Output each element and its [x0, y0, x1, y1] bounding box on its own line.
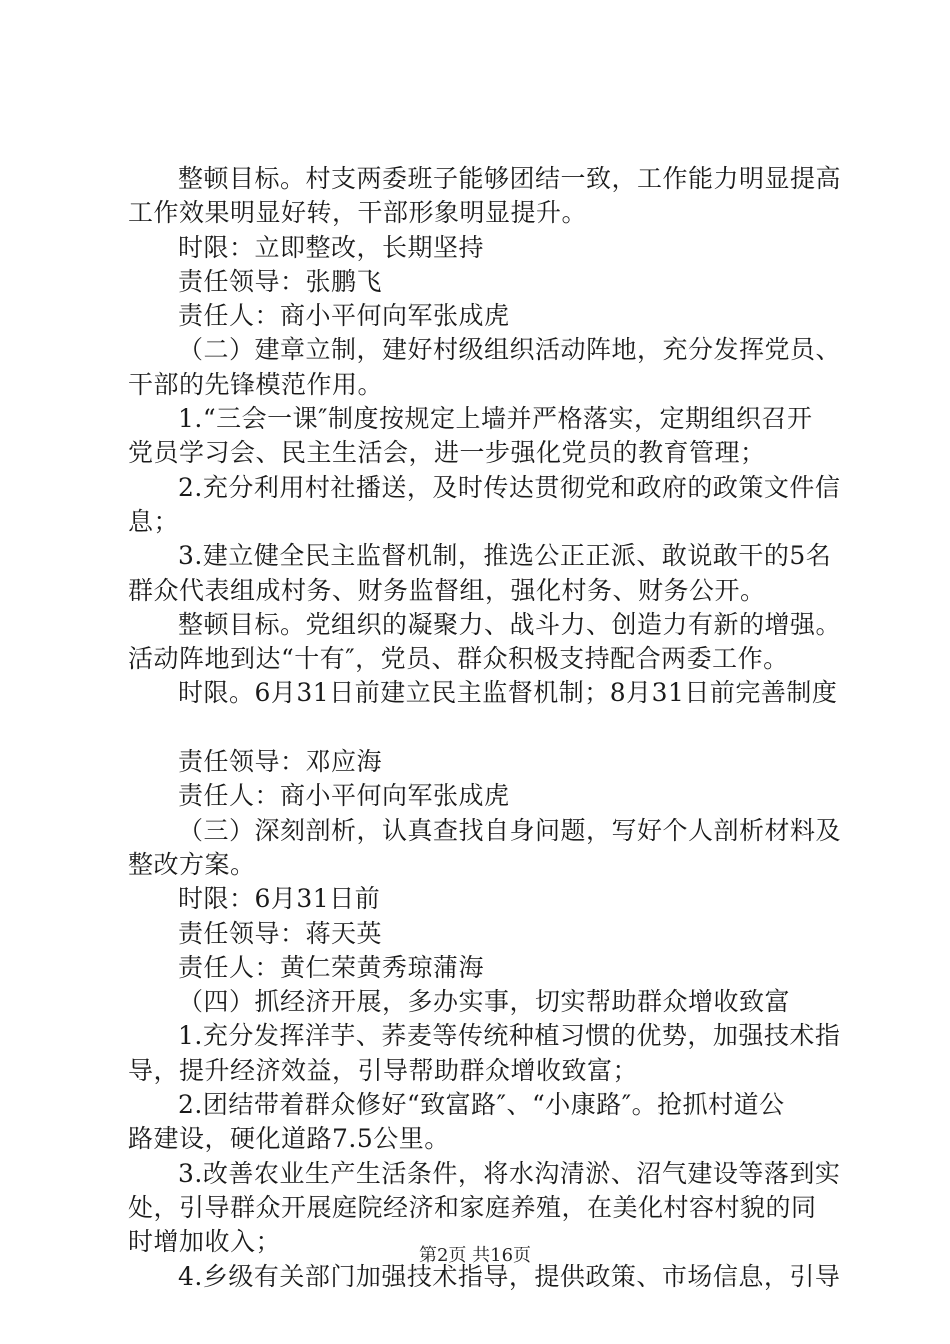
paragraph-line: 活动阵地到达“十有″，党员、群众积极支持配合两委工作。 — [128, 644, 789, 674]
paragraph-line: 3.建立健全民主监督机制，推选公正正派、敢说敢干的5名 — [178, 541, 832, 571]
document-body — [128, 162, 842, 1294]
paragraph-line: 导，提升经济效益，引导帮助群众增收致富； — [128, 1055, 639, 1085]
paragraph-line: 4.乡级有关部门加强技术指导，提供政策、市场信息，引导 — [178, 1261, 841, 1291]
paragraph-line: 2.团结带着群众修好“致富路″、“小康路″。抢抓村道公 — [178, 1090, 785, 1120]
paragraph-line: 群众代表组成村务、财务监督组，强化村务、财务公开。 — [128, 575, 766, 605]
paragraph-line: 责任人：黄仁荣黄秀琼蒲海 — [178, 952, 485, 982]
paragraph-line: 整顿目标。村支两委班子能够团结一致，工作能力明显提高 — [178, 164, 842, 193]
paragraph-line: 处，引导群众开展庭院经济和家庭养殖，在美化村容村貌的同 — [128, 1192, 817, 1222]
paragraph-line: 3.改善农业生产生活条件，将水沟清淤、沼气建设等落到实 — [178, 1158, 841, 1188]
paragraph-line: 责任领导：张鹏飞 — [178, 266, 383, 296]
paragraph-line: 责任领导：蒋天英 — [178, 918, 383, 948]
paragraph-line: 时增加收入； — [128, 1227, 282, 1257]
paragraph-line: 时限。6月31日前建立民主监督机制；8月31日前完善制度 — [178, 678, 838, 708]
page-number-footer: 第2页 共16页 — [418, 1245, 532, 1266]
paragraph-line: 责任人：商小平何向军张成虎 — [178, 301, 510, 331]
paragraph-line: 息； — [128, 506, 180, 536]
paragraph-line: 时限：立即整改，长期坚持 — [178, 232, 485, 262]
paragraph-line: 党员学习会、民主生活会，进一步强化党员的教育管理； — [128, 438, 766, 468]
paragraph-line: （四）抓经济开展，多办实事，切实帮助群众增收致富 — [178, 987, 791, 1017]
blank-line — [128, 711, 833, 745]
paragraph-line: 时限：6月31日前 — [178, 884, 381, 914]
paragraph-line: 干部的先锋模范作用。 — [128, 369, 384, 399]
paragraph-line: （二）建章立制，建好村级组织活动阵地，充分发挥党员、 — [178, 335, 842, 365]
paragraph-line: 工作效果明显好转，干部形象明显提升。 — [128, 198, 588, 228]
paragraph-line: 责任领导：邓应海 — [178, 747, 383, 777]
paragraph-line: 2.充分利用村社播送，及时传达贯彻党和政府的政策文件信 — [178, 472, 841, 502]
paragraph-line: 路建设，硬化道路7.5公里。 — [128, 1124, 450, 1154]
paragraph-line: 1.“三会一课″制度按规定上墙并严格落实，定期组织召开 — [178, 404, 813, 434]
paragraph-line: 责任人：商小平何向军张成虎 — [178, 781, 510, 811]
paragraph-line: 整顿目标。党组织的凝聚力、战斗力、创造力有新的增强。 — [178, 609, 842, 639]
paragraph-line: 整改方案。 — [128, 849, 256, 879]
paragraph-line: （三）深刻剖析，认真查找自身问题，写好个人剖析材料及 — [178, 815, 842, 845]
paragraph-line: 1.充分发挥洋芋、荞麦等传统种植习惯的优势，加强技术指 — [178, 1021, 841, 1051]
